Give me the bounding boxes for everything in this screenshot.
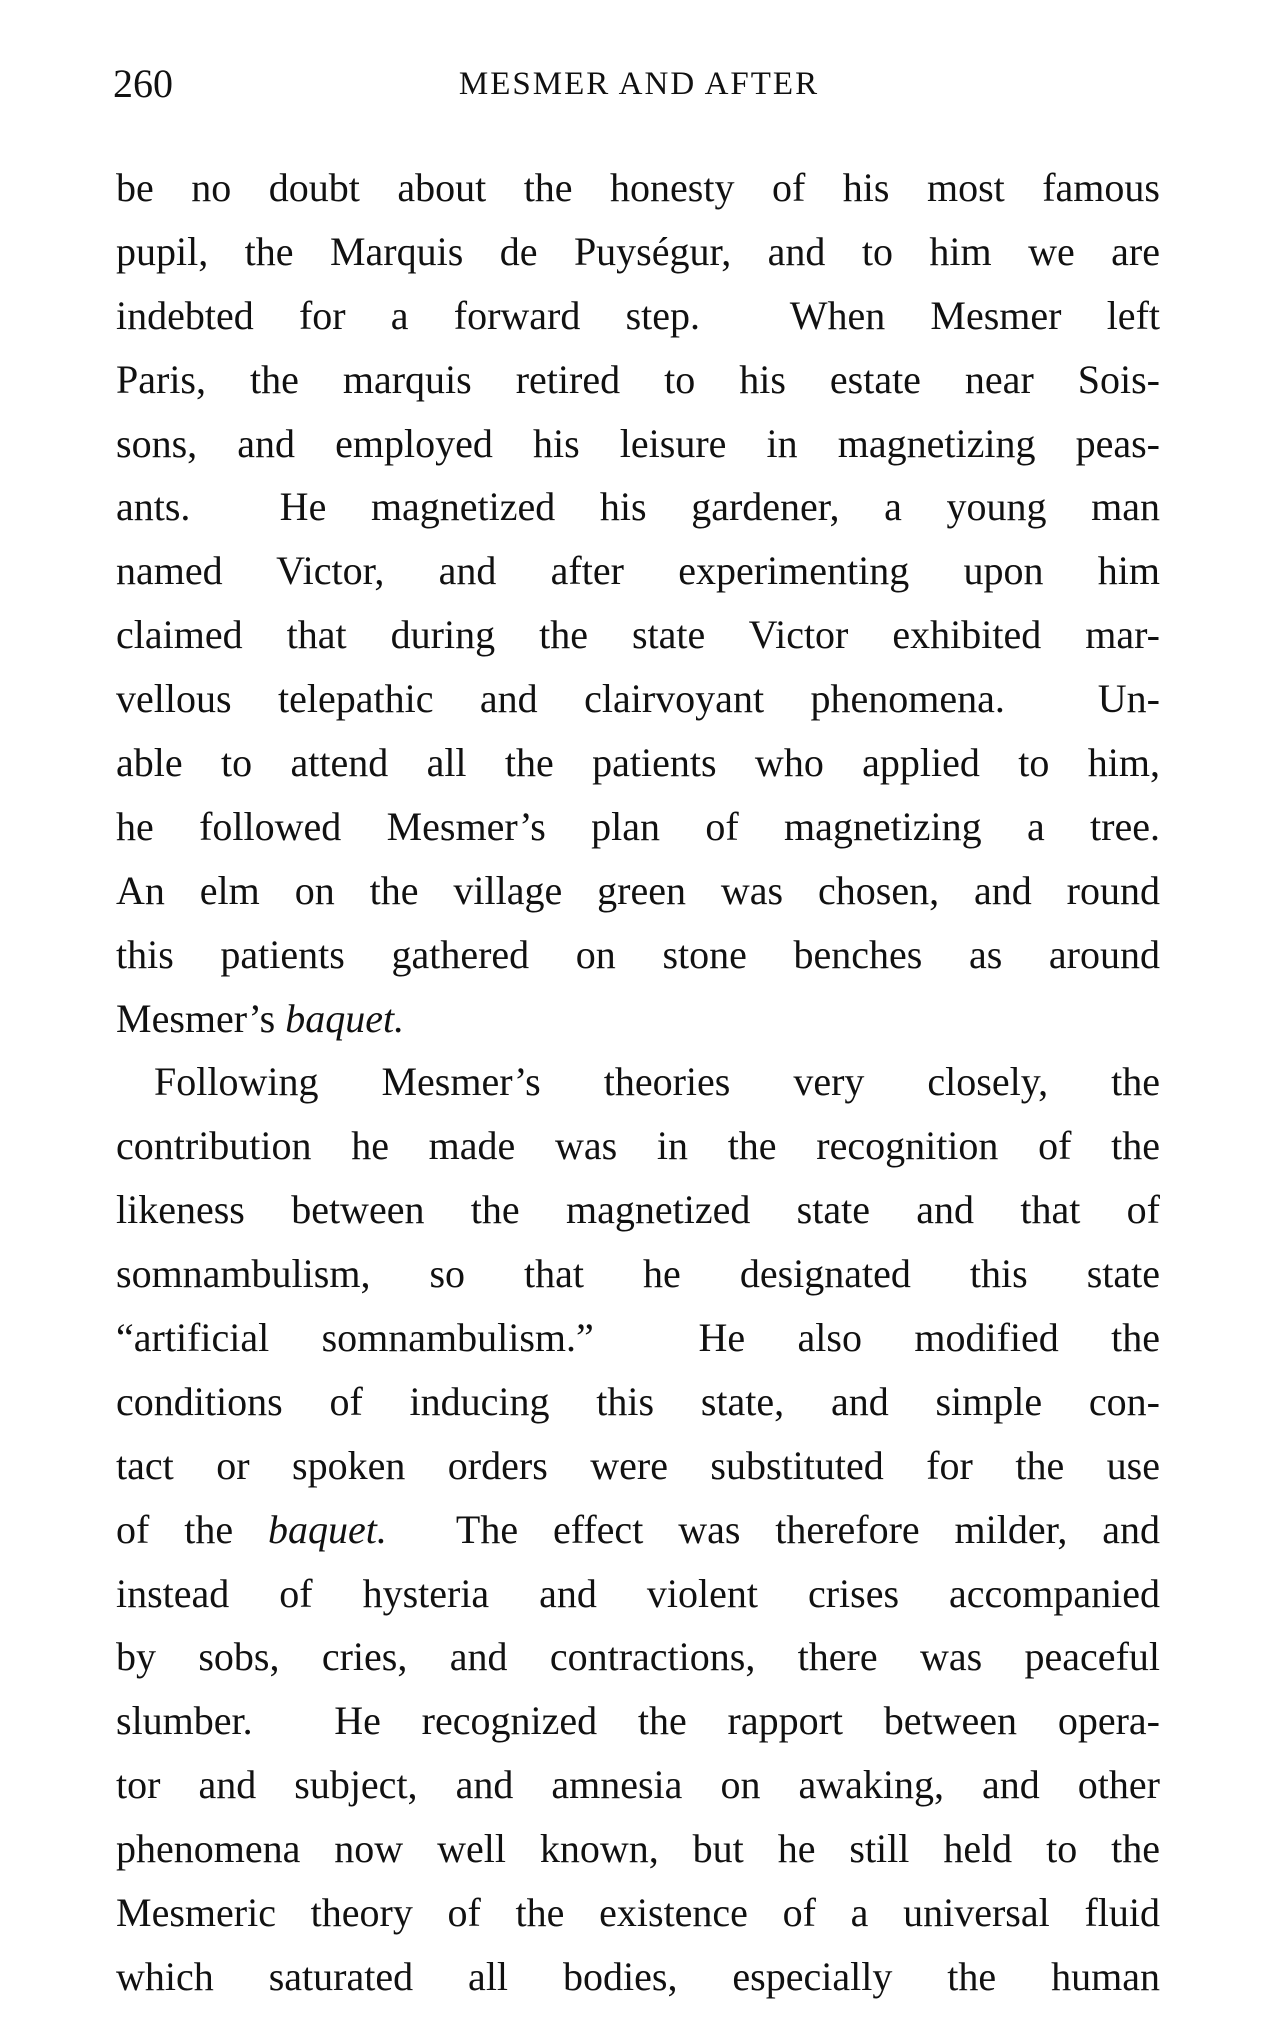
text-line: Mesmeric theory of the existence of a universal fluid bbox=[116, 1890, 1160, 1936]
text-line: of the baquet. The effect was therefore milder, and bbox=[116, 1506, 1160, 1552]
text-line: vellous telepathic and clairvoyant phenomena. Un- bbox=[116, 676, 1160, 722]
text-line: slumber. He recognized the rapport between opera- bbox=[116, 1698, 1160, 1744]
text-line: pupil, the Marquis de Puységur, and to him we are bbox=[116, 228, 1160, 274]
text-line: “artificial somnambulism.” He also modified the bbox=[116, 1315, 1160, 1361]
text-line: tor and subject, and amnesia on awaking, and other bbox=[116, 1762, 1160, 1808]
text-line: somnambulism, so that he designated this state bbox=[116, 1251, 1160, 1297]
text-line: sons, and employed his leisure in magnetizing peas- bbox=[116, 420, 1160, 466]
text-line: Mesmer’s baquet. bbox=[116, 995, 405, 1041]
text-line: which saturated all bodies, especially the human bbox=[116, 1953, 1160, 1999]
text-line: Following Mesmer’s theories very closely, the bbox=[154, 1059, 1160, 1105]
text-line: instead of hysteria and violent crises accompanied bbox=[116, 1570, 1160, 1616]
text-line: ants. He magnetized his gardener, a young man bbox=[116, 484, 1160, 530]
text-line: this patients gathered on stone benches as around bbox=[116, 931, 1160, 977]
text-line: An elm on the village green was chosen, and round bbox=[116, 867, 1160, 913]
body-text bbox=[116, 156, 1160, 2009]
text-line: conditions of inducing this state, and simple con- bbox=[116, 1378, 1160, 1424]
text-line: Paris, the marquis retired to his estate near Sois- bbox=[116, 356, 1160, 402]
text-line: likeness between the magnetized state and that of bbox=[116, 1187, 1160, 1233]
page-number: 260 bbox=[113, 61, 173, 106]
text-line: by sobs, cries, and contractions, there was peaceful bbox=[116, 1634, 1160, 1680]
text-line: claimed that during the state Victor exhibited mar- bbox=[116, 612, 1160, 658]
text-line: contribution he made was in the recognition of the bbox=[116, 1123, 1160, 1169]
text-line: he followed Mesmer’s plan of magnetizing a tree. bbox=[116, 803, 1160, 849]
italic-term: baquet. bbox=[267, 1506, 387, 1552]
text-line: able to attend all the patients who applied to him, bbox=[116, 740, 1160, 786]
text-line: be no doubt about the honesty of his most famous bbox=[116, 165, 1160, 210]
italic-term: baquet. bbox=[285, 995, 405, 1041]
text-line: phenomena now well known, but he still held to the bbox=[116, 1826, 1160, 1872]
running-title: MESMER AND AFTER bbox=[458, 66, 820, 102]
text-line: tact or spoken orders were substituted for the use bbox=[116, 1442, 1160, 1488]
text-line: indebted for a forward step. When Mesmer left bbox=[116, 292, 1160, 338]
text-line: named Victor, and after experimenting upon him bbox=[116, 548, 1160, 594]
